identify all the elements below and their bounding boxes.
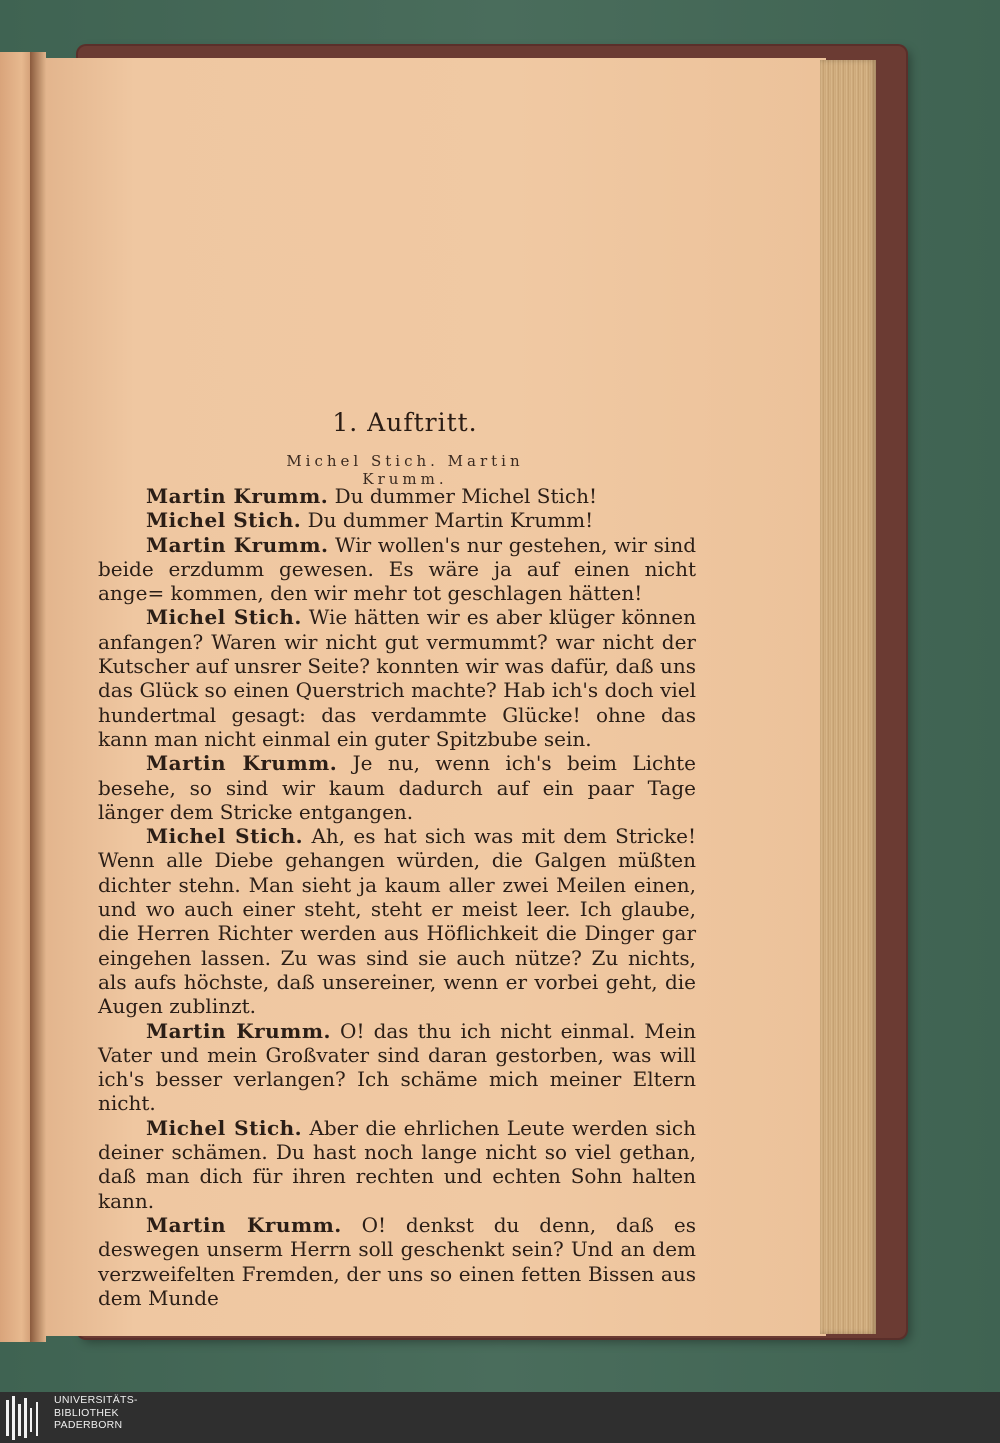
library-name-line: UNIVERSITÄTS- [54, 1394, 138, 1406]
library-name-line: PADERBORN [54, 1419, 123, 1431]
scene-heading: 1. Auftritt. [332, 408, 478, 437]
library-name-line: BIBLIOTHEK [54, 1406, 119, 1419]
speaker-name: Michel Stich. [146, 508, 302, 533]
speech-text: Je nu, wenn ich's beim Lichte besehe, so sind wir kaum dadurch auf ein paar Tage länger dem Stricke entgangen. [98, 751, 696, 824]
dialogue-paragraph [98, 751, 696, 824]
speaker-name: Martin Krumm. [146, 484, 329, 508]
dialogue-paragraph [98, 484, 696, 508]
dialogue-paragraph [98, 508, 696, 532]
page-block-edges [820, 60, 876, 1334]
speech-text: O! das thu ich nicht einmal. Mein Vater und mein Großvater sind daran gestorben, was will ich's besser verlangen? Ich schäme mich meiner Eltern nicht. [98, 1018, 696, 1116]
dialogue-paragraph [98, 1213, 696, 1310]
speech-text: Wie hätten wir es aber klüger können anfangen? Waren wir nicht gut vermummt? war nicht der Kutscher auf unsrer Seite? konnten wir was dafür, daß uns das Glück so einen Querstrich machte? Hab ich's doch viel hundertmal gesagt: das verdammte Glücke! ohne das kann man nicht einmal ein guter Spitzbube sein. [98, 605, 696, 751]
dialogue-paragraph [98, 533, 696, 606]
dialogue-paragraph [98, 1116, 696, 1213]
dialogue-paragraph [98, 824, 696, 1018]
speech-text: Du dummer Michel Stich! [334, 484, 598, 508]
speaker-name: Michel Stich. [146, 605, 302, 630]
library-logo-icon [6, 1396, 46, 1440]
dialogue-text [98, 484, 696, 1310]
speech-text: Wir wollen's nur gestehen, wir sind beide erzdumm gewesen. Es wäre ja auf einen nicht ange= kommen, den wir mehr tot geschlagen hätten! [98, 532, 697, 606]
speaker-name: Martin Krumm. [146, 532, 329, 557]
speaker-name: Michel Stich. [146, 1115, 303, 1140]
book-gutter [30, 52, 46, 1342]
library-name [54, 1394, 254, 1432]
speech-text: Aber die ehrlichen Leute werden sich deiner schämen. Du hast noch lange nicht so viel gethan, daß man dich für ihren rechten und echten Sohn halten kann. [98, 1115, 696, 1213]
speaker-name: Martin Krumm. [146, 751, 338, 776]
scene-persons: Michel Stich. Martin Krumm. [286, 452, 524, 488]
speech-text: O! denkst du denn, daß es deswegen unserm Herrn soll geschenkt sein? Und an dem verzweifelten Fremden, der uns so einen fetten Bissen aus dem Munde [98, 1212, 696, 1310]
dialogue-paragraph [98, 605, 696, 751]
speech-text: Du dummer Martin Krumm! [307, 508, 594, 533]
speaker-name: Martin Krumm. [146, 1018, 331, 1043]
speech-text: Ah, es hat sich was mit dem Stricke! Wenn alle Diebe gehangen würden, die Galgen müßten dichter stehn. Man sieht ja kaum aller zwei Meilen einen, und wo auch einer steht, steht er meist leer. Ich glaube, die Herren Richter werden aus Höflichkeit die Dinger gar eingehen lassen. Zu was sind sie auch nütze? Zu nichts, als aufs höchste, daß unsereiner, wenn er vorbei geht, die Augen zublinzt. [98, 824, 697, 1019]
speaker-name: Martin Krumm. [146, 1212, 342, 1237]
dialogue-paragraph [98, 1019, 696, 1116]
speaker-name: Michel Stich. [146, 824, 304, 849]
